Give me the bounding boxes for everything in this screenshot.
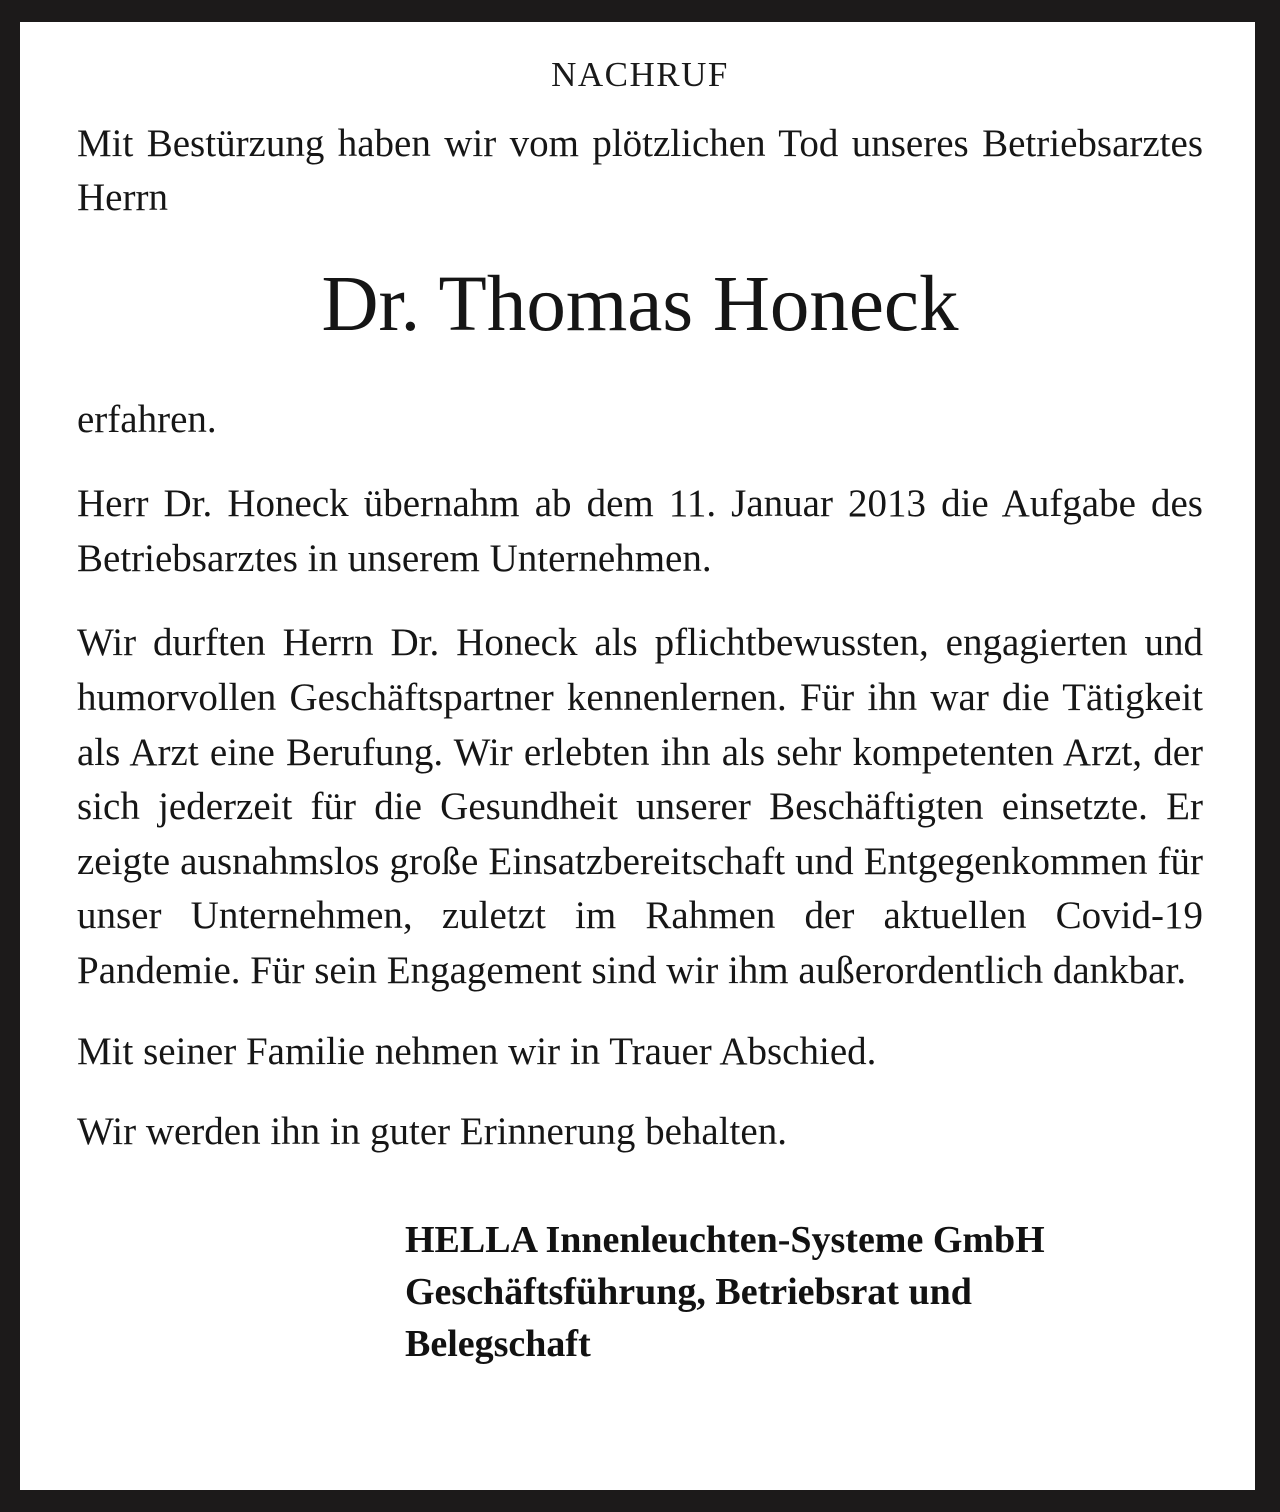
- paragraph-remembrance: Wir werden ihn in guter Erinnerung behalten.: [77, 1110, 787, 1154]
- deceased-name: Dr. Thomas Honeck: [321, 260, 959, 348]
- obituary-card: [20, 22, 1255, 1490]
- signature-management: Geschäftsführung, Betriebsrat und: [405, 1270, 972, 1313]
- paragraph-tenure: Herr Dr. Honeck übernahm ab dem 11. Januar 2013 die Aufgabe des Betriebsarztes in unserem Unternehmen.: [77, 482, 1203, 580]
- signature-company: HELLA Innenleuchten-Systeme GmbH: [405, 1218, 1045, 1261]
- page-title: NACHRUF: [551, 55, 729, 94]
- intro-paragraph: Mit Bestürzung haben wir vom plötzlichen Tod unseres Betriebsarztes Herrn: [77, 121, 1203, 220]
- signature-staff: Belegschaft: [405, 1322, 591, 1365]
- spacer-below-name: [77, 347, 1203, 393]
- spacer-3: [77, 999, 1203, 1025]
- spacer-above-name: [77, 226, 1203, 264]
- spacer-4: [77, 1079, 1203, 1105]
- obituary-content: [77, 56, 1203, 1370]
- paragraph-tribute: Wir durften Herrn Dr. Honeck als pflichtbewussten, engagierten und humorvollen Geschäftspartner kennenlernen. Für ihn war die Tätigkeit als Arzt eine Berufung. Wir erlebten ihn als sehr kompetenten Arzt, der sich jederzeit für die Gesundheit unserer Beschäftigten einsetzte. Er zeigte ausnahmslos große Einsatzbereitschaft und Entgegenkommen für unser Unternehmen, zuletzt im Rahmen der aktuellen Covid-19 Pandemie. Für sein Engagement sind wir ihm außerordentlich dankbar.: [77, 621, 1203, 992]
- after-name-text: erfahren.: [77, 397, 217, 441]
- spacer-1: [77, 447, 1203, 477]
- signature-block: [77, 1214, 1203, 1370]
- paragraph-farewell: Mit seiner Familie nehmen wir in Trauer Abschied.: [77, 1029, 877, 1073]
- spacer-2: [77, 586, 1203, 616]
